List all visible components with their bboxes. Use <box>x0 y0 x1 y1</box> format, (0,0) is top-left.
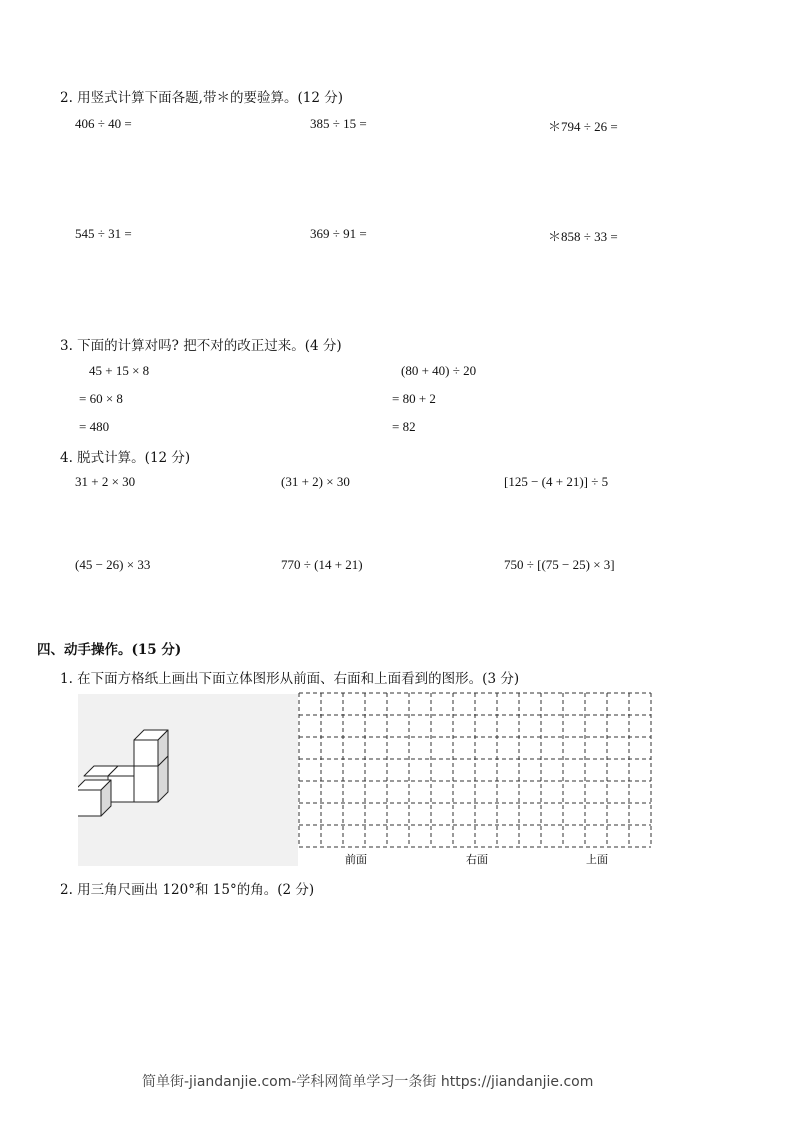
question-3-title: 3. 下面的计算对吗? 把不对的改正过来。(4 分) <box>60 338 342 354</box>
footer-watermark: 简单街-jiandanjie.com-学科网简单学习一条街 https://jiandanjie.com <box>142 1074 594 1090</box>
expression: (45 − 26) × 33 <box>75 557 151 572</box>
expression: 770 ÷ (14 + 21) <box>281 557 363 572</box>
expression: 545 ÷ 31 = <box>75 226 132 241</box>
section-4-title: 四、动手操作。(15 分) <box>37 642 182 658</box>
calc-step: = 60 × 8 <box>79 391 123 406</box>
calc-step: = 480 <box>79 419 110 434</box>
expression: 750 ÷ [(75 − 25) × 3] <box>504 557 615 572</box>
expression: 31 + 2 × 30 <box>75 474 136 489</box>
question-4-title: 4. 脱式计算。(12 分) <box>60 450 191 466</box>
section-4-question-2-title: 2. 用三角尺画出 120°和 15°的角。(2 分) <box>60 882 315 898</box>
expression: ＊858 ÷ 33 = <box>548 229 618 244</box>
calc-step: 45 + 15 × 8 <box>89 363 150 378</box>
expression: [125 − (4 + 21)] ÷ 5 <box>504 474 609 489</box>
expression: ＊794 ÷ 26 = <box>548 119 618 134</box>
expression: 369 ÷ 91 = <box>310 226 367 241</box>
grid-paper[interactable] <box>296 690 654 870</box>
section-4-question-1-title: 1. 在下面方格纸上画出下面立体图形从前面、右面和上面看到的图形。(3 分) <box>60 671 520 687</box>
calc-step: = 82 <box>392 419 416 434</box>
grid-label-front: 前面 <box>345 853 367 866</box>
expression: (31 + 2) × 30 <box>281 474 350 489</box>
expression: 406 ÷ 40 = <box>75 116 132 131</box>
expression: 385 ÷ 15 = <box>310 116 367 131</box>
cube-figure <box>78 694 298 866</box>
grid-label-right: 右面 <box>466 853 488 866</box>
calc-step: = 80 + 2 <box>392 391 436 406</box>
question-2-title: 2. 用竖式计算下面各题,带＊的要验算。(12 分) <box>60 90 343 106</box>
grid-label-top: 上面 <box>586 853 608 866</box>
calc-step: (80 + 40) ÷ 20 <box>401 363 477 378</box>
